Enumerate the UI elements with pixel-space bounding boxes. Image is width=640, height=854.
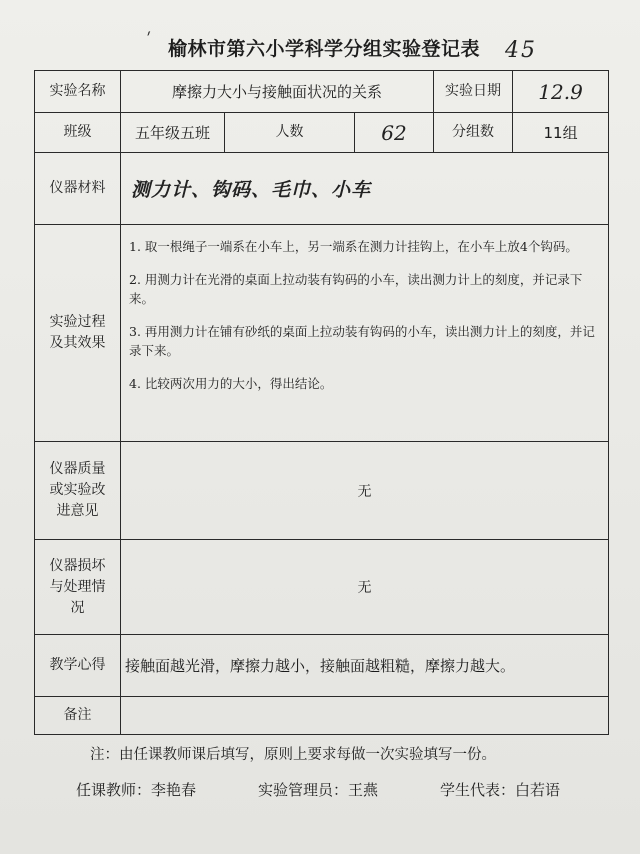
value-damage: 无: [121, 540, 609, 635]
label-class: 班级: [35, 113, 121, 153]
row-class: [35, 113, 609, 153]
label-damage-line2: 与处理情: [49, 578, 106, 595]
value-quality: 无: [121, 442, 609, 540]
value-headcount: 62: [355, 113, 434, 153]
label-group-count: 分组数: [434, 113, 513, 153]
label-quality: [35, 442, 121, 540]
row-insight: [35, 635, 609, 697]
step-item-3: 3. 再用测力计在铺有砂纸的桌面上拉动装有钩码的小车，读出测力计上的刻度，并记录下来。: [129, 324, 595, 358]
value-class: 五年级五班: [121, 113, 225, 153]
row-damage: [35, 540, 609, 635]
admin-signature: [258, 779, 378, 800]
row-quality: [35, 442, 609, 540]
corner-number: 45: [505, 38, 537, 63]
label-process: [35, 225, 121, 442]
row-materials: [35, 153, 609, 225]
label-materials: 仪器材料: [35, 153, 121, 225]
tick-mark-icon: ˊ: [142, 29, 159, 52]
label-insight: 教学心得: [35, 635, 121, 697]
form-title: 榆林市第六小学科学分组实验登记表: [168, 38, 481, 60]
step-item-2: 2. 用测力计在光滑的桌面上拉动装有钩码的小车，读出测力计上的刻度，并记录下来。: [129, 272, 583, 306]
label-damage-line3: 况: [70, 599, 85, 616]
student-name: 白若语: [515, 781, 561, 799]
row-experiment-name: [35, 71, 609, 113]
value-insight: 接触面越光滑，摩擦力越小，接触面越粗糙，摩擦力越大。: [121, 635, 609, 697]
value-group-count: 11组: [513, 113, 609, 153]
row-process: [35, 225, 609, 442]
label-process-line2: 及其效果: [49, 335, 106, 351]
label-remarks: 备注: [35, 697, 121, 735]
value-experiment-date: 12.9: [513, 71, 609, 113]
label-quality-line3: 进意见: [56, 503, 99, 519]
record-table: [34, 70, 609, 735]
student-signature: [440, 779, 560, 800]
process-steps: [121, 225, 609, 442]
label-damage: [35, 540, 121, 635]
value-remarks: [121, 697, 609, 735]
label-damage-line1: 仪器损坏: [49, 557, 106, 574]
teacher-label: 任课教师：: [76, 781, 152, 799]
teacher-signature: [76, 779, 196, 800]
label-quality-line1: 仪器质量: [49, 461, 106, 477]
footnote: 注：由任课教师课后填写，原则上要求每做一次实验填写一份。: [90, 747, 496, 763]
teacher-name: 李艳春: [151, 781, 197, 799]
label-quality-line2: 或实验改: [49, 482, 106, 498]
admin-name: 王燕: [348, 781, 379, 799]
row-remarks: [35, 697, 609, 735]
step-item-1: 1. 取一根绳子一端系在小车上，另一端系在测力计挂钩上，在小车上放4个钩码。: [129, 239, 578, 254]
student-label: 学生代表：: [440, 781, 516, 799]
admin-label: 实验管理员：: [258, 781, 349, 799]
label-process-line1: 实验过程: [49, 314, 106, 330]
value-materials: 测力计、钩码、毛巾、小车: [131, 179, 372, 201]
value-materials-cell: [121, 153, 609, 225]
label-headcount: 人数: [225, 113, 355, 153]
label-experiment-name: 实验名称: [35, 71, 121, 113]
step-item-4: 4. 比较两次用力的大小，得出结论。: [129, 376, 333, 391]
label-experiment-date: 实验日期: [434, 71, 513, 113]
value-experiment-name: 摩擦力大小与接触面状况的关系: [121, 71, 434, 113]
